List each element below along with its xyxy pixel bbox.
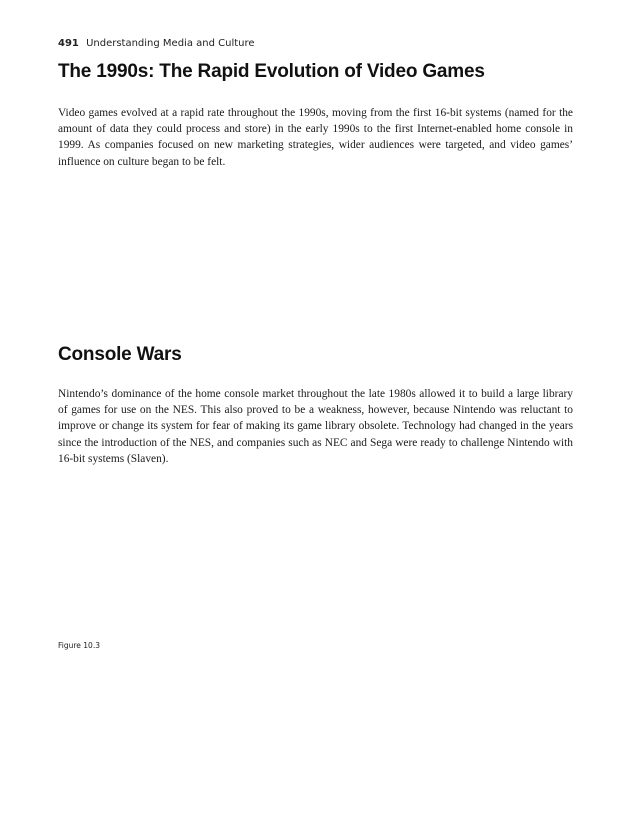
page-number: 491 <box>58 38 79 49</box>
section-heading-console-wars: Console Wars <box>58 344 182 365</box>
book-title: Understanding Media and Culture <box>86 38 255 49</box>
body-paragraph-console-wars: Nintendo’s dominance of the home console market throughout the late 1980s allowed it to build a large library of games for use on the NES. This also proved to be a weakness, however, because Nintendo was reluctant to improve or change its system for fear of making its game library obsolete. Technology had changed in the years since the introduction of the NES, and companies such as NEC and Sega were ready to challenge Nintendo with 16-bit systems (Slaven). <box>58 388 573 465</box>
section-heading-1990s: The 1990s: The Rapid Evolution of Video Games <box>58 61 485 82</box>
running-header <box>58 38 255 49</box>
body-paragraph-1990s: Video games evolved at a rapid rate throughout the 1990s, moving from the first 16-bit systems (named for the amount of data they could process and store) in the early 1990s to the first Internet-enabled home console in 1999. As companies focused on new marketing strategies, wider audiences were targeted, and video games’ influence on culture began to be felt. <box>58 107 573 168</box>
figure-caption: Figure 10.3 <box>58 641 100 650</box>
